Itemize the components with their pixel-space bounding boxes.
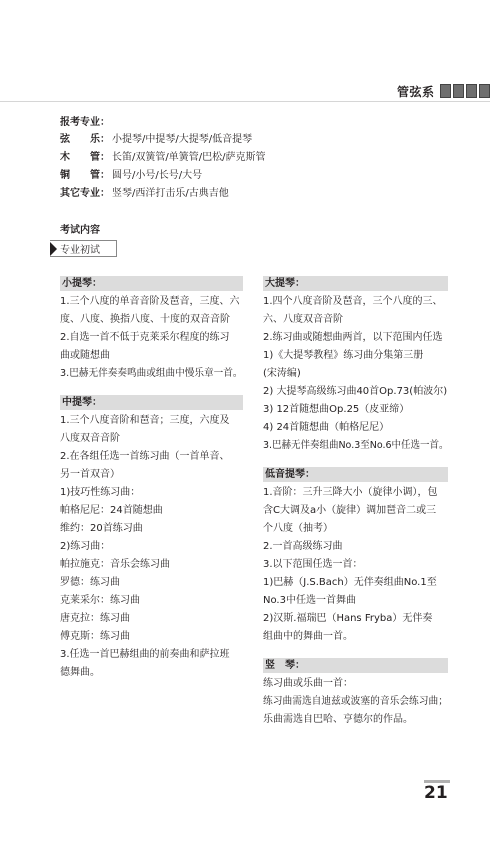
requirement-line: 1)《大提琴教程》练习曲分集第三册: [263, 350, 424, 361]
major-label: 木 管：: [60, 152, 110, 163]
requirement-line: 2.自选一首不低于克莱采尔程度的练习: [60, 332, 230, 343]
requirement-line: 个八度（抽考）: [263, 523, 333, 534]
instrument-section: [60, 276, 243, 383]
major-row: [60, 131, 265, 149]
block-gap: [263, 455, 448, 467]
requirement-line: (宋涛编): [263, 368, 301, 379]
instrument-section: [263, 276, 448, 455]
exam-tab: [50, 240, 117, 257]
triangle-arrow-icon: [50, 242, 57, 256]
exam-tab-label: 专业初试: [60, 245, 100, 256]
requirement-line: 练习曲需选自迪兹或波塞的音乐会练习曲；: [263, 696, 448, 707]
major-value: 长笛/双簧管/单簧管/巴松/萨克斯管: [112, 152, 266, 163]
requirement-line: 1.三个八度音阶和琶音；三度，六度及: [60, 415, 230, 426]
major-value: 圆号/小号/长号/大号: [112, 170, 203, 181]
majors-list: [60, 131, 265, 203]
header-divider: [0, 101, 490, 102]
requirement-line: 3) 12首随想曲Op.25（皮亚缔）: [263, 404, 410, 415]
requirement-line: 练习曲或乐曲一首：: [263, 678, 353, 689]
header-title: 管弦系: [397, 85, 435, 99]
instrument-heading: 低音提琴：: [263, 467, 448, 482]
decor-block: [440, 84, 451, 98]
instrument-section: [263, 467, 448, 646]
requirement-line: 1)技巧性练习曲：: [60, 487, 141, 498]
block-gap: [60, 383, 243, 395]
header-decoration: [440, 84, 490, 98]
instrument-heading: 竖 琴：: [263, 658, 448, 673]
requirement-line: 3.巴赫无伴奏组曲No.3至No.6中任选一首。: [263, 440, 449, 451]
page-number: 21: [424, 780, 450, 803]
requirement-line: 帕格尼尼：24首随想曲: [60, 505, 163, 516]
instrument-heading: 大提琴：: [263, 276, 448, 291]
major-row: [60, 167, 265, 185]
decor-block: [466, 84, 477, 98]
requirement-line: 3.任选一首巴赫组曲的前奏曲和萨拉班: [60, 649, 230, 660]
requirement-line: 3.以下范围任选一首：: [263, 559, 363, 570]
requirement-line: 4) 24首随想曲（帕格尼尼）: [263, 422, 390, 433]
requirement-line: 含C大调及a小（旋律）调加琶音二或三: [263, 505, 437, 516]
requirement-line: 克莱采尔：练习曲: [60, 595, 140, 606]
requirement-line: 2)汉斯.福瑞巴（Hans Fryba）无伴奏: [263, 613, 433, 624]
requirement-line: 2.一首高级练习曲: [263, 541, 343, 552]
requirement-line: No.3中任选一首舞曲: [263, 595, 356, 606]
major-value: 竖琴/西洋打击乐/古典吉他: [112, 188, 229, 199]
requirement-line: 罗德：练习曲: [60, 577, 120, 588]
requirement-line: 傅克斯：练习曲: [60, 631, 130, 642]
requirement-line: 帕拉施克：音乐会练习曲: [60, 559, 170, 570]
requirement-line: 德舞曲。: [60, 667, 100, 678]
requirement-line: 2.在各组任选一首练习曲（一首单音、: [60, 451, 230, 462]
requirement-line: 另一首双音）: [60, 469, 120, 480]
right-column: [263, 276, 448, 729]
requirement-line: 曲或随想曲: [60, 350, 110, 361]
major-label: 弦 乐：: [60, 134, 110, 145]
decor-block: [479, 84, 490, 98]
major-label: 其它专业：: [60, 188, 110, 199]
requirement-line: 乐曲需选自巴哈、亨德尔的作品。: [263, 714, 413, 725]
instrument-heading: 中提琴：: [60, 395, 243, 410]
requirement-line: 1.三个八度的单音音阶及琶音，三度、六: [60, 296, 240, 307]
decor-block: [453, 84, 464, 98]
major-label: 铜 管：: [60, 170, 110, 181]
exam-title: 考试内容: [60, 225, 100, 236]
requirement-line: 八度双音音阶: [60, 433, 120, 444]
requirement-line: 1)巴赫（J.S.Bach）无伴奏组曲No.1至: [263, 577, 437, 588]
requirement-line: 六、八度双音音阶: [263, 314, 343, 325]
requirement-line: 1.四个八度音阶及琶音，三个八度的三、: [263, 296, 443, 307]
instrument-section: [60, 395, 243, 682]
requirement-line: 组曲中的舞曲一首。: [263, 631, 353, 642]
major-value: 小提琴/中提琴/大提琴/低音提琴: [112, 134, 253, 145]
left-column: [60, 276, 243, 682]
requirement-line: 维约：20首练习曲: [60, 523, 143, 534]
requirement-line: 2.练习曲或随想曲两首，以下范围内任选: [263, 332, 443, 343]
major-row: [60, 185, 265, 203]
major-row: [60, 149, 265, 167]
requirement-line: 唐克拉：练习曲: [60, 613, 130, 624]
instrument-section: [263, 658, 448, 729]
requirement-line: 2) 大提琴高级练习曲40首Op.73(帕波尔): [263, 386, 448, 397]
instrument-heading: 小提琴：: [60, 276, 243, 291]
requirement-line: 3.巴赫无伴奏奏鸣曲或组曲中慢乐章一首。: [60, 368, 243, 379]
requirement-line: 度、八度、换指八度、十度的双音音阶: [60, 314, 230, 325]
majors-title: 报考专业：: [60, 117, 110, 128]
requirement-line: 1.音阶：三升三降大小（旋律小调），包: [263, 487, 438, 498]
requirement-line: 2)练习曲：: [60, 541, 111, 552]
block-gap: [263, 646, 448, 658]
